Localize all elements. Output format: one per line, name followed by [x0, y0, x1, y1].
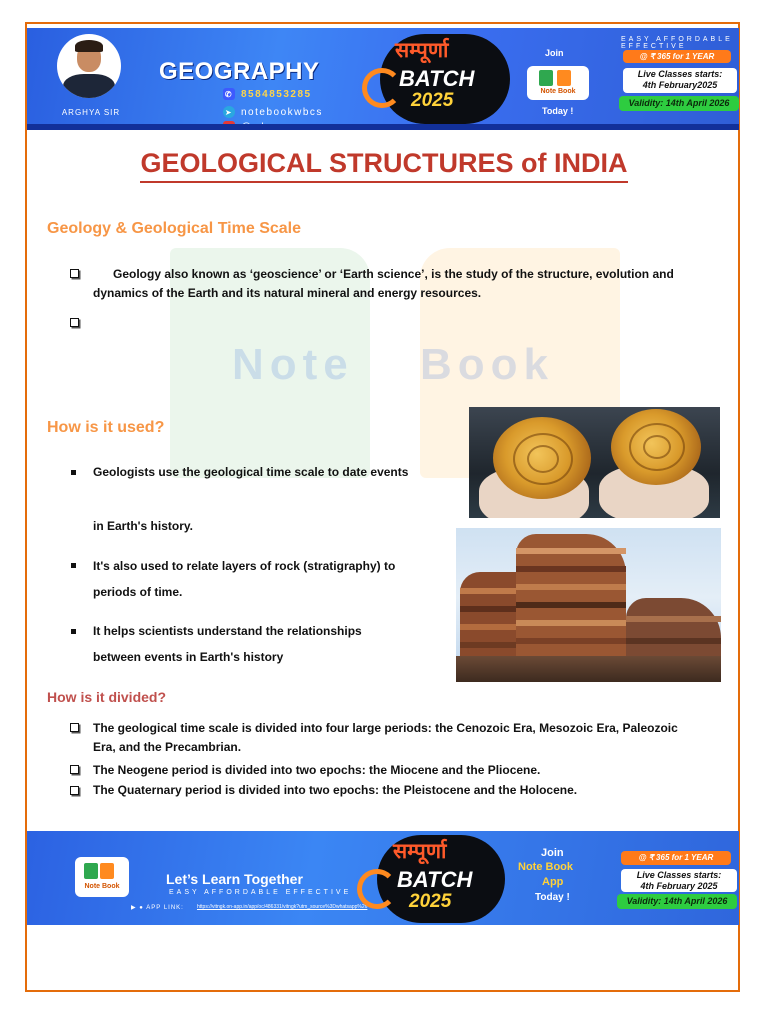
footer-slogan: Let’s Learn Together — [166, 871, 303, 887]
validity-pill: Validity: 14th April 2026 — [617, 894, 737, 909]
section-heading-geology: Geology & Geological Time Scale — [47, 220, 302, 237]
usage-item-1-line-2: in Earth's history. — [93, 519, 193, 533]
join-app-word: App — [542, 876, 564, 888]
usage-item-3-line-1: It helps scientists understand the relationships — [93, 624, 362, 638]
usage-item-1-line-1: Geologists use the geological time scale to date events — [93, 465, 409, 479]
header-banner — [27, 28, 739, 130]
app-link-url[interactable]: https://vitngk.on-app.in/app/oc/486331/vitngk?utm_source%3Dwhatsapp%26 — [197, 904, 368, 910]
play-store-icon: ▶ — [131, 905, 137, 911]
batch-hindi-text: सम्पूर्णा — [395, 38, 449, 62]
today-text: Today ! — [535, 892, 570, 903]
checkbox-bullet-icon — [70, 269, 79, 278]
square-bullet-icon — [71, 563, 76, 568]
telegram-icon: ➤ — [224, 107, 234, 117]
division-item-1: The geological time scale is divided into four large periods: the Cenozoic Era, Mesozoic Era, Paleozoic Era, and the Precambrian. — [93, 721, 678, 754]
geology-definition: Geology also known as ‘geoscience’ or ‘Earth science’, is the study of the structure, evolution and dynamics of the Earth and its natural mineral and energy resources. — [93, 267, 674, 300]
section-heading-division: How is it divided? — [47, 689, 167, 705]
subject-title: GEOGRAPHY — [159, 58, 320, 85]
header-tagline: EASY AFFORDABLE EFFECTIVE — [621, 36, 733, 50]
batch-ring-graphic — [362, 68, 402, 108]
notebook-app-logo — [75, 857, 129, 897]
app-link-label: ▶ ● APP LINK: — [131, 905, 184, 911]
teacher-name: ARGHYA SIR — [61, 108, 121, 117]
phone-icon: ✆ — [224, 89, 234, 99]
title-text: GEOLOGICAL STRUCTURES of INDIA — [140, 148, 627, 183]
live-classes-line2: 4th February2025 — [642, 80, 718, 90]
division-item-2: The Neogene period is divided into two epochs: the Miocene and the Pliocene. — [93, 763, 541, 777]
watermark-text-left: Note — [232, 340, 354, 389]
batch-year: 2025 — [409, 891, 452, 912]
live-classes-pill — [623, 68, 737, 93]
app-logo-label: Note Book — [84, 883, 120, 890]
price-pill: @ ₹ 365 for 1 YEAR — [623, 50, 731, 63]
live-classes-line1: Live Classes starts: — [636, 870, 722, 880]
square-bullet-icon — [71, 470, 76, 475]
join-text: Join — [541, 847, 564, 859]
batch-word: BATCH — [399, 66, 475, 91]
batch-year: 2025 — [411, 90, 454, 111]
watermark-text-right: Book — [420, 340, 554, 389]
rock-strata-photo — [456, 528, 721, 682]
division-item-3: The Quaternary period is divided into two epochs: the Pleistocene and the Holocene. — [93, 783, 578, 797]
phone-contact — [223, 88, 312, 100]
apple-icon: ● — [139, 905, 144, 911]
telegram-handle: notebookwbcs — [241, 106, 323, 118]
checkbox-bullet-icon — [70, 765, 79, 774]
telegram-contact — [223, 106, 323, 118]
usage-item-2-line-1: It's also used to relate layers of rock (stratigraphy) to — [93, 559, 396, 573]
teacher-avatar — [57, 34, 121, 98]
checkbox-bullet-icon — [70, 318, 79, 327]
batch-ring-graphic — [357, 869, 397, 909]
live-classes-line2: 4th February 2025 — [640, 881, 718, 891]
checkbox-bullet-icon — [70, 786, 79, 795]
live-classes-line1: Live Classes starts: — [637, 69, 723, 79]
price-pill: @ ₹ 365 for 1 YEAR — [621, 851, 731, 865]
header-bottom-rule — [27, 124, 739, 130]
ammonite-fossil-photo — [469, 407, 720, 518]
usage-item-3-line-2: between events in Earth's history — [93, 650, 284, 664]
footer-tagline: EASY AFFORDABLE EFFECTIVE — [169, 889, 352, 896]
join-app-name: Note Book — [518, 861, 573, 873]
app-logo-label: Note Book — [540, 88, 576, 95]
phone-number: 8584853285 — [241, 88, 312, 100]
validity-pill: Validity: 14th April 2026 — [619, 96, 739, 111]
footer-banner — [27, 831, 739, 925]
today-text: Today ! — [542, 106, 574, 116]
batch-hindi-text: सम्पूर्णा — [393, 839, 447, 863]
notebook-app-logo — [527, 66, 589, 100]
join-text: Join — [545, 48, 564, 58]
document-title — [0, 148, 768, 183]
batch-word: BATCH — [397, 867, 473, 892]
usage-item-2-line-2: periods of time. — [93, 585, 183, 599]
square-bullet-icon — [71, 629, 76, 634]
live-classes-pill — [621, 869, 737, 892]
checkbox-bullet-icon — [70, 723, 79, 732]
section-heading-usage: How is it used? — [47, 419, 165, 436]
